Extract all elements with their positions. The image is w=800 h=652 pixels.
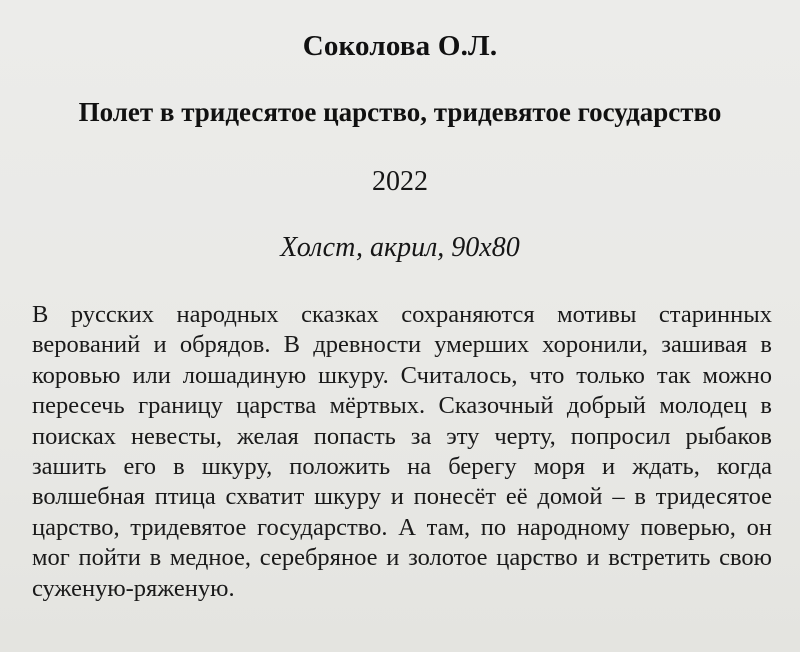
artist-name: Соколова О.Л. [302,30,498,62]
artwork-medium: Холст, акрил, 90х80 [280,232,520,263]
artwork-title: Полет в тридесятое царство, тридевятое государство [78,97,722,127]
artwork-year: 2022 [372,166,428,197]
artwork-description: В русских народных сказках сохраняются мотивы старинных верований и обрядов. В древности умерших хоронили, зашивая в коровью или лошадиную шкуру. Считалось, что только так можно пересечь границу царства мёртвых. Сказочный добрый молодец в поисках невесты, желая попасть за эту черту, попросил рыбаков зашить его в шкуру, положить на берегу моря и ждать, когда волшебная птица схватит шкуру и понесёт её домой – в тридесятое царство, тридевятое государство. А там, по народному поверью, он мог пойти в медное, серебряное и золотое царство и встретить свою суженую-ряженую. [32,301,772,602]
